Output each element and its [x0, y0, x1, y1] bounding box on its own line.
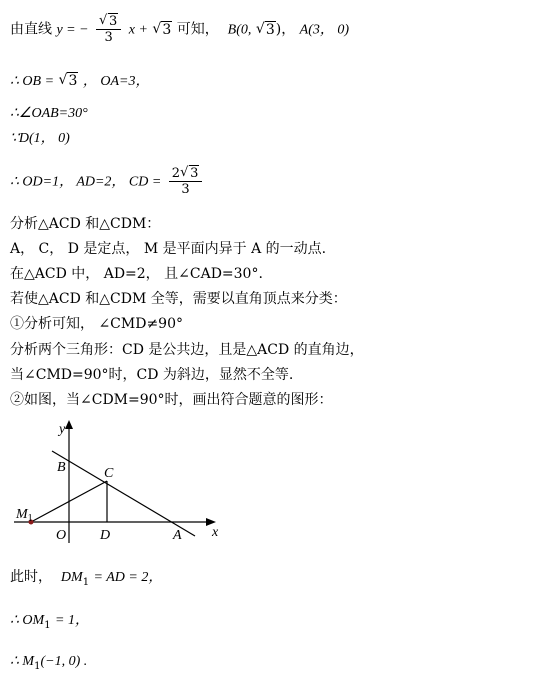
fraction-cd: $\frac{2√ 3}{3}$ — [169, 166, 203, 197]
line-given-equation — [10, 14, 349, 45]
label-y: y — [59, 422, 66, 437]
line-od-ad-cd — [10, 166, 205, 197]
text: )， — [275, 21, 296, 38]
line-point-d: ∵D(1， 0) — [10, 131, 70, 146]
label-c: C — [104, 466, 114, 481]
line-ab — [52, 451, 195, 536]
equation-part: x + — [128, 22, 148, 38]
line-ob-oa — [10, 72, 149, 91]
label-d: D — [100, 528, 111, 543]
label-x: x — [212, 525, 219, 540]
line-analysis-3: 在△ACD 中， AD=2， 且∠CAD=30°. — [10, 266, 263, 282]
text: ∴ OM — [10, 613, 45, 628]
geometry-figure — [0, 415, 240, 550]
subscript: 1 — [44, 619, 51, 631]
line-analysis-1: 分析△ACD 和△CDM： — [10, 216, 161, 232]
label-m1: $M_1$ — [16, 507, 33, 524]
radical: √ 3 — [256, 21, 276, 39]
line-m1-coords — [10, 652, 87, 676]
line-dm1 — [10, 568, 162, 592]
equation-part: y = − — [56, 22, 89, 38]
line-analysis-5: ①分析可知， ∠CMD≠90° — [10, 316, 183, 332]
text: ∴ OD=1， AD=2， CD = — [10, 174, 162, 190]
line-analysis-6: 分析两个三角形：CD 是公共边，且是△ACD 的直角边， — [10, 342, 364, 358]
radical: √ 3 — [58, 72, 78, 90]
line-om1 — [10, 611, 89, 635]
subscript: 1 — [34, 660, 41, 672]
text: (−1, 0) . — [40, 654, 88, 669]
text: 此时， — [10, 569, 52, 585]
subscript: 1 — [82, 576, 90, 588]
text: DM — [60, 570, 83, 585]
label-b: B — [57, 460, 66, 475]
text: 由直线 — [10, 21, 52, 38]
line-analysis-2: A， C， D 是定点， M 是平面内异于 A 的一动点. — [10, 241, 327, 257]
text: ∴ M — [10, 654, 35, 669]
text: = AD = 2， — [93, 570, 163, 585]
fraction-slope — [96, 14, 121, 45]
label-a: A — [173, 528, 182, 543]
label-o: O — [56, 528, 67, 543]
line-analysis-7: 当∠CMD=90°时，CD 为斜边，显然不全等. — [10, 367, 294, 383]
text: = 1， — [55, 613, 89, 628]
line-angle-oab: ∴∠OAB=30° — [10, 106, 88, 121]
line-analysis-8: ②如图，当∠CDM=90°时，画出符合题意的图形： — [10, 392, 333, 408]
text: 可知， — [176, 21, 219, 38]
y-axis-arrow — [65, 420, 73, 429]
radical: √ 3 — [152, 21, 172, 39]
text: ， OA=3， — [82, 74, 150, 89]
radicand: 3 — [109, 14, 118, 29]
line-analysis-4: 若使△ACD 和△CDM 全等，需要以直角顶点来分类： — [10, 291, 347, 307]
point-a: A(3， 0) — [299, 22, 350, 38]
denominator: 3 — [104, 30, 113, 45]
text: ∴ OB = — [10, 74, 55, 89]
point-b: B(0, — [227, 22, 252, 38]
